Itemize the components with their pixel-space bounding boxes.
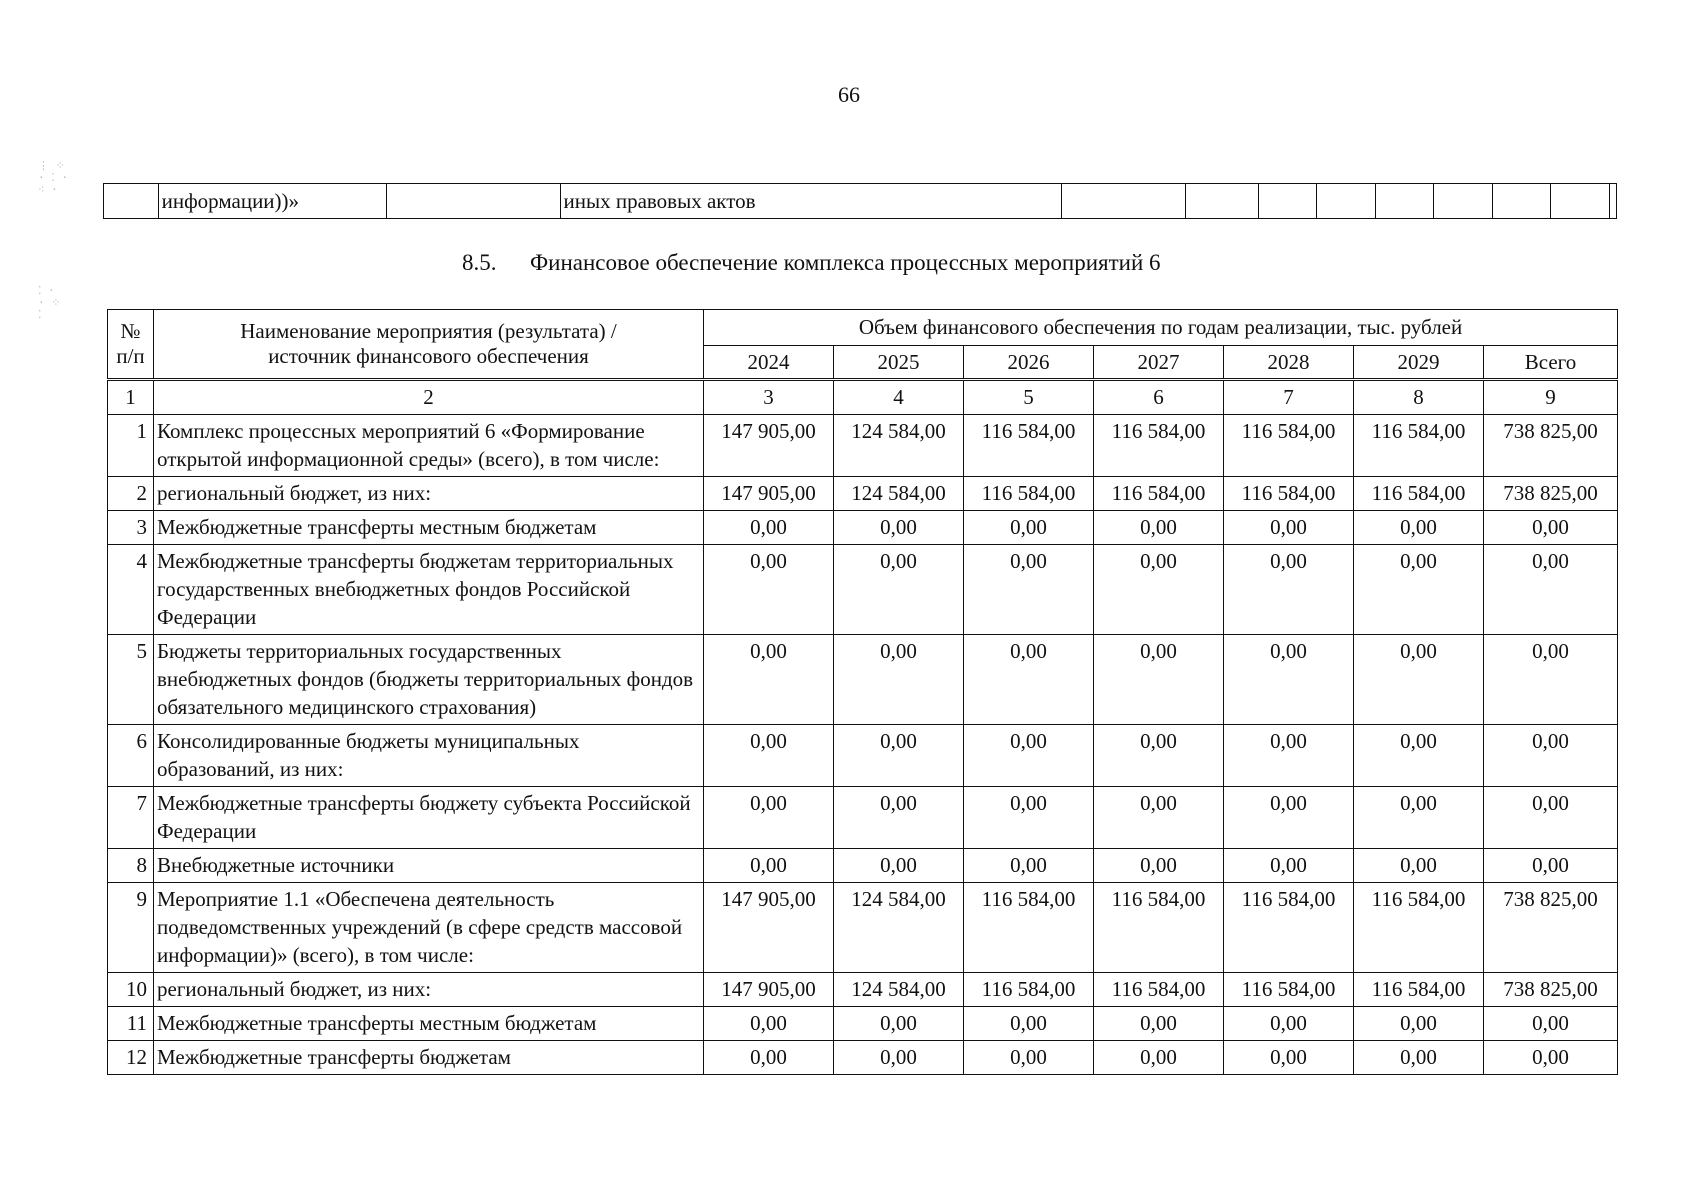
table-cell xyxy=(1186,184,1258,219)
amount-cell: 0,00 xyxy=(1484,725,1618,787)
amount-cell: 0,00 xyxy=(964,545,1094,635)
row-number: 3 xyxy=(108,511,154,545)
column-index-cell: 3 xyxy=(704,380,834,415)
row-name: Межбюджетные трансферты местным бюджетам xyxy=(154,1007,704,1041)
amount-cell: 116 584,00 xyxy=(1354,415,1484,477)
table-row xyxy=(108,787,1618,849)
header-name-line1: Наименование мероприятия (результата) / xyxy=(240,319,617,343)
amount-cell: 124 584,00 xyxy=(834,883,964,973)
column-index-cell: 1 xyxy=(108,380,154,415)
row-name: региональный бюджет, из них: xyxy=(154,477,704,511)
table-cell xyxy=(1317,184,1376,219)
amount-cell: 0,00 xyxy=(1094,511,1224,545)
amount-cell: 0,00 xyxy=(1224,1041,1354,1075)
header-year: 2027 xyxy=(1094,346,1224,380)
header-year: 2026 xyxy=(964,346,1094,380)
table-row xyxy=(108,415,1618,477)
column-index-cell: 2 xyxy=(154,380,704,415)
row-number: 9 xyxy=(108,883,154,973)
table-cell: иных правовых актов xyxy=(560,184,1062,219)
table-cell xyxy=(1434,184,1493,219)
amount-cell: 0,00 xyxy=(704,787,834,849)
amount-cell: 0,00 xyxy=(704,1007,834,1041)
row-number: 1 xyxy=(108,415,154,477)
table-cell xyxy=(386,184,560,219)
scan-artifact: ⁚ · · ⁘ ⁚ xyxy=(38,284,61,321)
amount-cell: 738 825,00 xyxy=(1484,883,1618,973)
row-name: Межбюджетные трансферты бюджетам xyxy=(154,1041,704,1075)
amount-cell: 116 584,00 xyxy=(1224,415,1354,477)
amount-cell: 0,00 xyxy=(704,1041,834,1075)
amount-cell: 0,00 xyxy=(1094,725,1224,787)
table-row xyxy=(108,1007,1618,1041)
scan-artifact: ⋮ ⁘ · ⁚ · ⁖ · xyxy=(38,159,68,196)
row-name: Межбюджетные трансферты местным бюджетам xyxy=(154,511,704,545)
row-name: Мероприятие 1.1 «Обеспечена деятельность подведомственных учреждений (в сфере средств массовой информации)» (всего), в том числе: xyxy=(154,883,704,973)
amount-cell: 0,00 xyxy=(964,1007,1094,1041)
amount-cell: 0,00 xyxy=(834,849,964,883)
amount-cell: 0,00 xyxy=(704,849,834,883)
amount-cell: 116 584,00 xyxy=(1354,883,1484,973)
table-cell: информации))» xyxy=(158,184,386,219)
amount-cell: 0,00 xyxy=(1354,545,1484,635)
amount-cell: 0,00 xyxy=(1094,849,1224,883)
table-cell xyxy=(104,184,159,219)
header-num-line1: № xyxy=(120,319,141,343)
amount-cell: 0,00 xyxy=(1354,511,1484,545)
amount-cell: 116 584,00 xyxy=(1354,973,1484,1007)
header-num-line2: п/п xyxy=(116,344,145,368)
section-number: 8.5. xyxy=(462,250,497,275)
amount-cell: 116 584,00 xyxy=(964,415,1094,477)
header-year: 2025 xyxy=(834,346,964,380)
amount-cell: 0,00 xyxy=(1484,849,1618,883)
amount-cell: 0,00 xyxy=(964,635,1094,725)
row-number: 12 xyxy=(108,1041,154,1075)
row-number: 5 xyxy=(108,635,154,725)
row-name: Консолидированные бюджеты муниципальных образований, из них: xyxy=(154,725,704,787)
table-cell xyxy=(1610,184,1617,219)
amount-cell: 0,00 xyxy=(834,725,964,787)
amount-cell: 0,00 xyxy=(704,545,834,635)
financing-table xyxy=(107,309,1618,1075)
amount-cell: 0,00 xyxy=(1484,511,1618,545)
amount-cell: 738 825,00 xyxy=(1484,415,1618,477)
amount-cell: 0,00 xyxy=(1354,1007,1484,1041)
row-number: 6 xyxy=(108,725,154,787)
table-row xyxy=(108,883,1618,973)
amount-cell: 0,00 xyxy=(1224,635,1354,725)
column-index-cell: 8 xyxy=(1354,380,1484,415)
amount-cell: 0,00 xyxy=(1484,1007,1618,1041)
amount-cell: 147 905,00 xyxy=(704,973,834,1007)
table-row xyxy=(104,184,1617,219)
header-num xyxy=(108,310,154,380)
amount-cell: 0,00 xyxy=(1224,1007,1354,1041)
amount-cell: 147 905,00 xyxy=(704,415,834,477)
amount-cell: 0,00 xyxy=(834,511,964,545)
amount-cell: 124 584,00 xyxy=(834,973,964,1007)
amount-cell: 0,00 xyxy=(964,511,1094,545)
amount-cell: 0,00 xyxy=(1094,635,1224,725)
amount-cell: 116 584,00 xyxy=(1094,415,1224,477)
amount-cell: 116 584,00 xyxy=(1094,883,1224,973)
row-number: 7 xyxy=(108,787,154,849)
header-year: Всего xyxy=(1484,346,1618,380)
row-name: Комплекс процессных мероприятий 6 «Формирование открытой информационной среды» (всего), в том числе: xyxy=(154,415,704,477)
table-row xyxy=(108,1041,1618,1075)
amount-cell: 0,00 xyxy=(1094,1041,1224,1075)
section-title: Финансовое обеспечение комплекса процессных мероприятий 6 xyxy=(530,250,1161,275)
header-name xyxy=(154,310,704,380)
row-number: 10 xyxy=(108,973,154,1007)
row-name: Бюджеты территориальных государственных внебюджетных фондов (бюджеты территориальных фондов обязательного медицинского страхования) xyxy=(154,635,704,725)
amount-cell: 0,00 xyxy=(1354,1041,1484,1075)
page-number: 66 xyxy=(838,82,860,107)
amount-cell: 147 905,00 xyxy=(704,477,834,511)
amount-cell: 116 584,00 xyxy=(1224,477,1354,511)
column-index-cell: 5 xyxy=(964,380,1094,415)
table-cell xyxy=(1551,184,1610,219)
amount-cell: 0,00 xyxy=(834,635,964,725)
table-row xyxy=(108,545,1618,635)
table-row xyxy=(108,725,1618,787)
amount-cell: 0,00 xyxy=(1354,635,1484,725)
amount-cell: 0,00 xyxy=(964,849,1094,883)
amount-cell: 0,00 xyxy=(964,725,1094,787)
amount-cell: 116 584,00 xyxy=(1224,883,1354,973)
table-cell xyxy=(1375,184,1434,219)
amount-cell: 116 584,00 xyxy=(964,973,1094,1007)
amount-cell: 116 584,00 xyxy=(1354,477,1484,511)
amount-cell: 0,00 xyxy=(964,787,1094,849)
amount-cell: 0,00 xyxy=(1224,849,1354,883)
amount-cell: 0,00 xyxy=(704,635,834,725)
continued-table-strip xyxy=(103,183,1617,219)
section-heading xyxy=(462,250,1161,276)
amount-cell: 116 584,00 xyxy=(1094,477,1224,511)
amount-cell: 0,00 xyxy=(1094,1007,1224,1041)
table-row xyxy=(108,477,1618,511)
amount-cell: 738 825,00 xyxy=(1484,477,1618,511)
amount-cell: 0,00 xyxy=(834,787,964,849)
amount-cell: 0,00 xyxy=(1224,511,1354,545)
amount-cell: 116 584,00 xyxy=(964,883,1094,973)
amount-cell: 0,00 xyxy=(1354,725,1484,787)
amount-cell: 0,00 xyxy=(1224,545,1354,635)
amount-cell: 0,00 xyxy=(964,1041,1094,1075)
amount-cell: 0,00 xyxy=(834,1007,964,1041)
header-year: 2029 xyxy=(1354,346,1484,380)
table-cell xyxy=(1258,184,1317,219)
table-row xyxy=(108,973,1618,1007)
row-name: Внебюджетные источники xyxy=(154,849,704,883)
column-index-cell: 9 xyxy=(1484,380,1618,415)
row-name: Межбюджетные трансферты бюджетам территориальных государственных внебюджетных фондов Российской Федерации xyxy=(154,545,704,635)
amount-cell: 0,00 xyxy=(1094,545,1224,635)
row-number: 8 xyxy=(108,849,154,883)
amount-cell: 0,00 xyxy=(1224,725,1354,787)
amount-cell: 0,00 xyxy=(1354,849,1484,883)
amount-cell: 0,00 xyxy=(834,1041,964,1075)
row-number: 4 xyxy=(108,545,154,635)
amount-cell: 0,00 xyxy=(704,511,834,545)
column-index-row xyxy=(108,380,1618,415)
row-name: региональный бюджет, из них: xyxy=(154,973,704,1007)
header-volume: Объем финансового обеспечения по годам реализации, тыс. рублей xyxy=(704,310,1618,346)
row-number: 2 xyxy=(108,477,154,511)
amount-cell: 738 825,00 xyxy=(1484,973,1618,1007)
amount-cell: 0,00 xyxy=(704,725,834,787)
amount-cell: 116 584,00 xyxy=(1094,973,1224,1007)
column-index-cell: 4 xyxy=(834,380,964,415)
amount-cell: 124 584,00 xyxy=(834,477,964,511)
amount-cell: 0,00 xyxy=(1484,545,1618,635)
row-number: 11 xyxy=(108,1007,154,1041)
amount-cell: 0,00 xyxy=(834,545,964,635)
table-cell xyxy=(1492,184,1551,219)
table-row xyxy=(108,511,1618,545)
table-cell xyxy=(1062,184,1186,219)
header-name-line2: источник финансового обеспечения xyxy=(268,344,589,368)
amount-cell: 116 584,00 xyxy=(964,477,1094,511)
table-row xyxy=(108,849,1618,883)
amount-cell: 116 584,00 xyxy=(1224,973,1354,1007)
header-year: 2024 xyxy=(704,346,834,380)
amount-cell: 0,00 xyxy=(1484,1041,1618,1075)
header-row xyxy=(108,310,1618,346)
column-index-cell: 6 xyxy=(1094,380,1224,415)
column-index-cell: 7 xyxy=(1224,380,1354,415)
amount-cell: 0,00 xyxy=(1094,787,1224,849)
amount-cell: 0,00 xyxy=(1484,635,1618,725)
amount-cell: 147 905,00 xyxy=(704,883,834,973)
header-year: 2028 xyxy=(1224,346,1354,380)
row-name: Межбюджетные трансферты бюджету субъекта Российской Федерации xyxy=(154,787,704,849)
amount-cell: 0,00 xyxy=(1224,787,1354,849)
table-row xyxy=(108,635,1618,725)
amount-cell: 0,00 xyxy=(1354,787,1484,849)
amount-cell: 124 584,00 xyxy=(834,415,964,477)
amount-cell: 0,00 xyxy=(1484,787,1618,849)
